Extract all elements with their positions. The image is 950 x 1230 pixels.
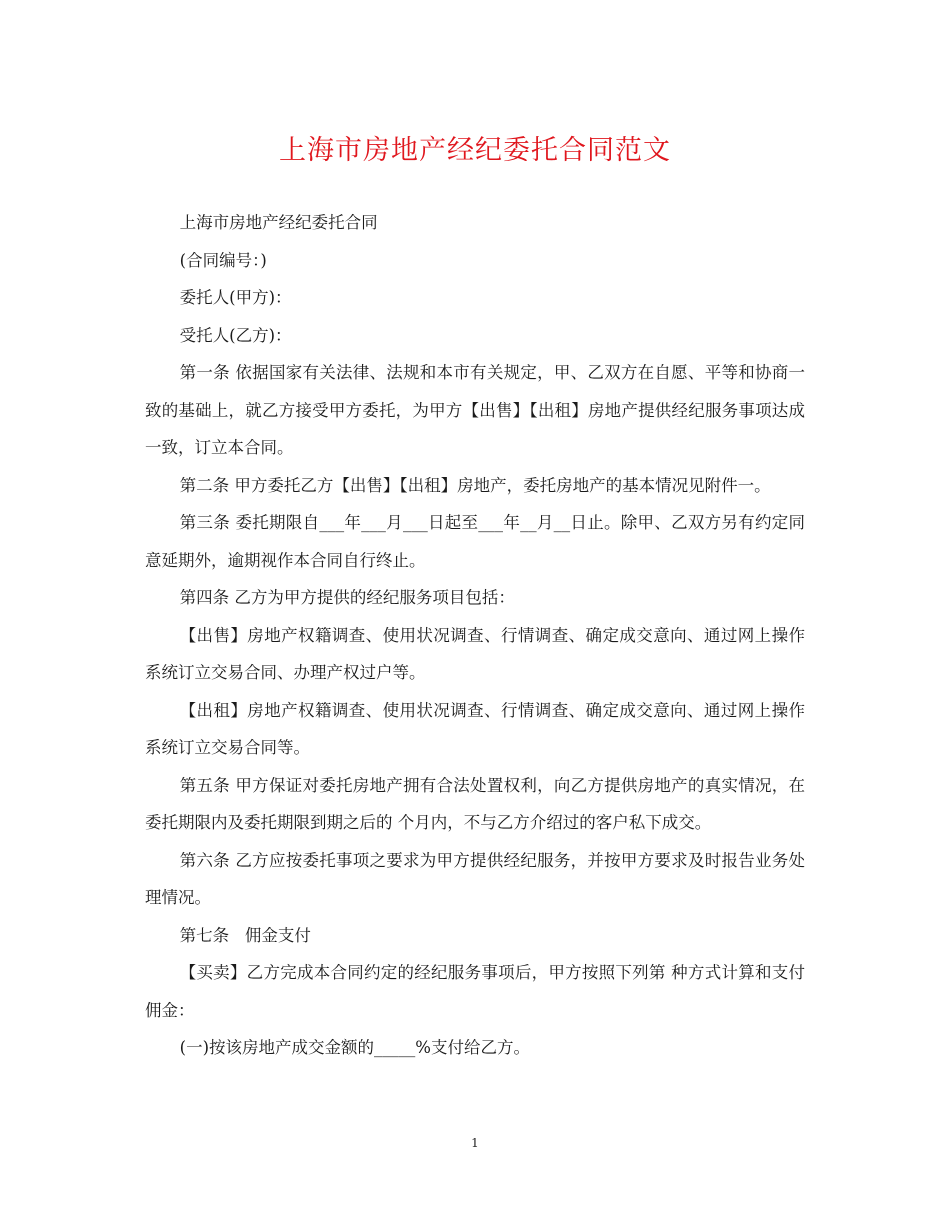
- paragraph-article-2: 第二条 甲方委托乙方【出售】【出租】房地产，委托房地产的基本情况见附件一。: [179, 475, 771, 495]
- document-body: [145, 204, 805, 1067]
- paragraph-article-5: 第五条 甲方保证对委托房地产拥有合法处置权利，向乙方提供房地产的真实情况，在委托期限内及委托期限到期之后的 个月内，不与乙方介绍过的客户私下成交。: [145, 775, 805, 832]
- paragraph-commission-option-1: (一)按该房地产成交金额的_____%支付给乙方。: [179, 1038, 530, 1057]
- paragraph-commission-sale: 【买卖】乙方完成本合同约定的经纪服务事项后，甲方按照下列第 种方式计算和支付佣金：: [145, 963, 805, 1020]
- paragraph-article-1: 第一条 依据国家有关法律、法规和本市有关规定，甲、乙双方在自愿、平等和协商一致的基础上，就乙方接受甲方委托，为甲方【出售】【出租】房地产提供经纪服务事项达成一致，订立本合同。: [145, 363, 805, 457]
- document-title: 上海市房地产经纪委托合同范文: [279, 135, 671, 166]
- paragraph-agent: 受托人(乙方)：: [179, 325, 292, 345]
- paragraph-article-4: 第四条 乙方为甲方提供的经纪服务项目包括：: [179, 588, 515, 607]
- paragraph-lease-services: 【出租】房地产权籍调查、使用状况调查、行情调查、确定成交意向、通过网上操作系统订立交易合同等。: [145, 700, 805, 757]
- paragraph-article-3: 第三条 委托期限自___年___月___日起至___年__月__日止。除甲、乙双方另有约定同意延期外，逾期视作本合同自行终止。: [145, 513, 805, 570]
- paragraph-contract-number: (合同编号：): [179, 250, 267, 270]
- paragraph-article-7: 第七条 佣金支付: [179, 925, 311, 945]
- paragraph-principal: 委托人(甲方)：: [179, 288, 292, 307]
- paragraph-article-6: 第六条 乙方应按委托事项之要求为甲方提供经纪服务，并按甲方要求及时报告业务处理情况。: [145, 850, 805, 907]
- paragraph-contract-name: 上海市房地产经纪委托合同: [179, 213, 378, 232]
- paragraph-sale-services: 【出售】房地产权籍调查、使用状况调查、行情调查、确定成交意向、通过网上操作系统订立交易合同、办理产权过户等。: [145, 625, 805, 682]
- page-number: 1: [471, 1136, 479, 1150]
